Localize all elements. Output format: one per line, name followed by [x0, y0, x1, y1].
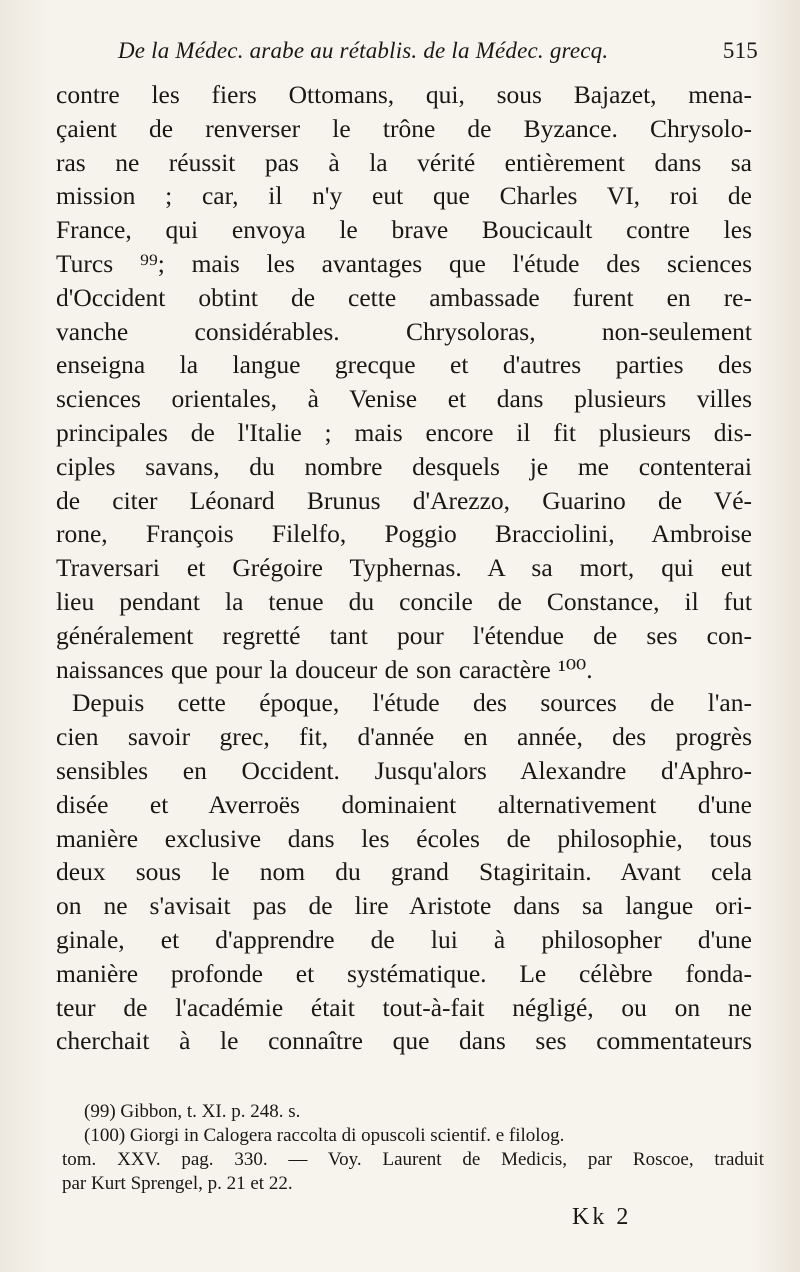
footnote-100-cont: tom. XXV. pag. 330. — Voy. Laurent de Medicis, par Roscoe, traduit [62, 1149, 764, 1170]
footnote-99: (99) Gibbon, t. XI. p. 248. s. [84, 1101, 301, 1122]
body-line: France, qui envoya le brave Boucicault contre les [56, 215, 752, 245]
body-line: cherchait à le connaître que dans ses commentateurs [56, 1026, 752, 1056]
body-line: ciples savans, du nombre desquels je me contenterai [56, 451, 752, 481]
running-title: De la Médec. arabe au rétablis. de la Médec. grecq. [118, 38, 609, 63]
body-line: manière profonde et systématique. Le célèbre fonda- [56, 958, 752, 988]
footnotes [62, 1100, 764, 1196]
body-line: vanche considérables. Chrysoloras, non-seulement [56, 316, 752, 346]
body-line: Turcs ⁹⁹; mais les avantages que l'étude des sciences [56, 248, 752, 278]
body-line: on ne s'avisait pas de lire Aristote dans sa langue ori- [56, 891, 752, 921]
body-line: ginale, et d'apprendre de lui à philosopher d'une [56, 924, 752, 954]
body-line: lieu pendant la tenue du concile de Constance, il fut [56, 586, 752, 616]
body-line: ras ne réussit pas à la vérité entièrement dans sa [56, 147, 752, 177]
body-line: enseigna la langue grecque et d'autres parties des [56, 350, 752, 380]
body-line: manière exclusive dans les écoles de philosophie, tous [56, 823, 752, 853]
body-line: rone, François Filelfo, Poggio Bracciolini, Ambroise [56, 519, 752, 549]
body-line: sensibles en Occident. Jusqu'alors Alexandre d'Aphro- [56, 755, 752, 785]
page-number: 515 [722, 38, 758, 63]
body-line: sciences orientales, à Venise et dans plusieurs villes [56, 384, 752, 414]
body-text [56, 78, 752, 1058]
body-line-paragraph-start: Depuis cette époque, l'étude des sources de l'an- [72, 688, 752, 718]
body-line: disée et Averroës dominaient alternativement d'une [56, 789, 752, 819]
body-line: Traversari et Grégoire Typhernas. A sa mort, qui eut [56, 553, 752, 583]
body-line: de citer Léonard Brunus d'Arezzo, Guarino de Vé- [56, 485, 752, 515]
body-line: contre les fiers Ottomans, qui, sous Bajazet, mena- [56, 80, 752, 109]
body-line: teur de l'académie était tout-à-fait négligé, ou on ne [56, 992, 752, 1022]
body-line: d'Occident obtint de cette ambassade furent en re- [56, 282, 752, 312]
body-line: deux sous le nom du grand Stagiritain. Avant cela [56, 857, 752, 887]
footnote-100-end: par Kurt Sprengel, p. 21 et 22. [62, 1173, 293, 1194]
body-line: généralement regretté tant pour l'étendue de ses con- [56, 620, 752, 650]
body-line: naissances que pour la douceur de son caractère ¹⁰⁰. [56, 654, 593, 684]
running-header [118, 38, 758, 74]
body-line: principales de l'Italie ; mais encore il fit plusieurs dis- [56, 417, 752, 447]
footnote-100: (100) Giorgi in Calogera raccolta di opuscoli scientif. e filolog. [84, 1125, 565, 1146]
signature-mark: Kk 2 [572, 1204, 632, 1230]
body-line: mission ; car, il n'y eut que Charles VI, roi de [56, 181, 752, 211]
body-line: cien savoir grec, fit, d'année en année, des progrès [56, 722, 752, 752]
body-line: çaient de renverser le trône de Byzance. Chrysolo- [56, 113, 752, 143]
